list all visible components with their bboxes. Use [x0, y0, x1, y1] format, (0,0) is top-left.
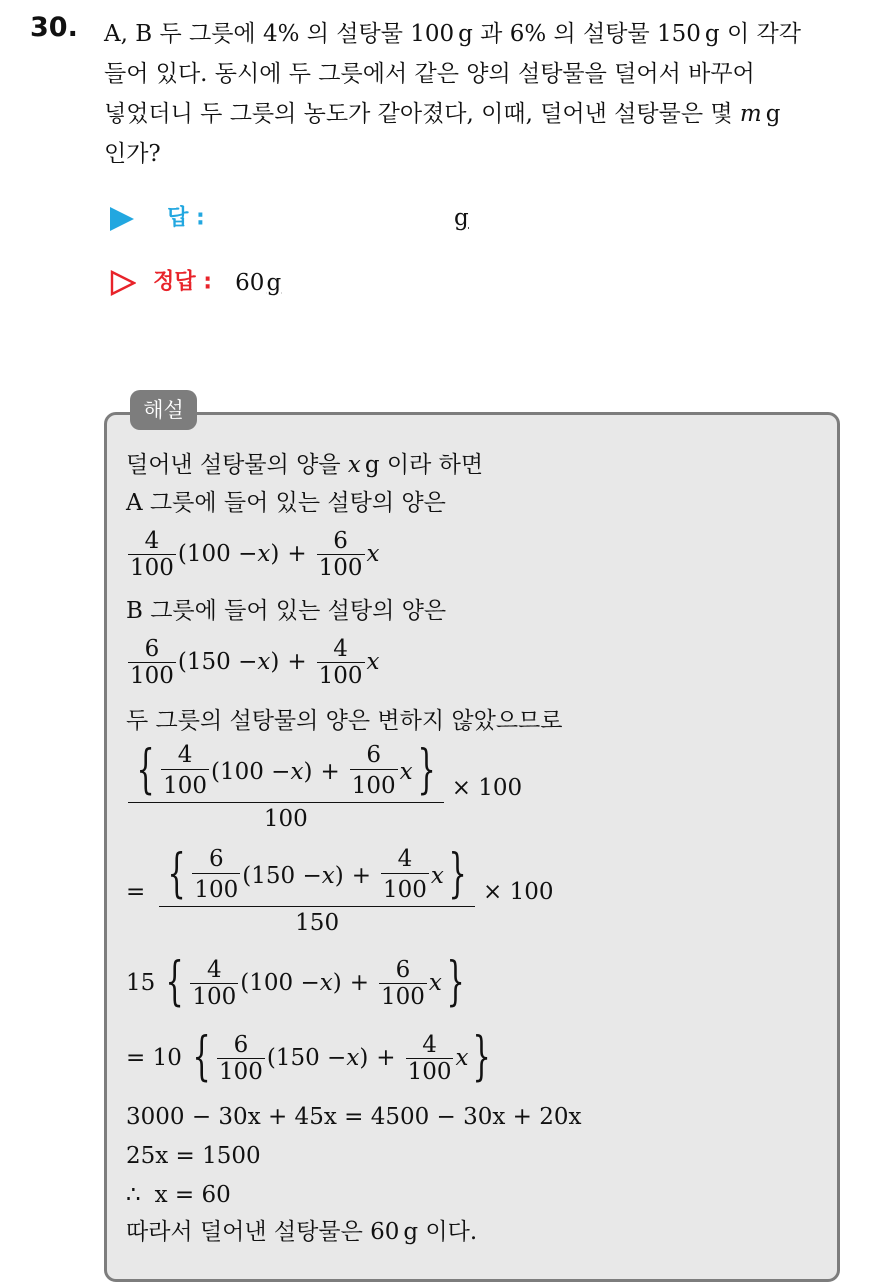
problem-number: 30. — [30, 12, 78, 43]
solution-line-1-a: 덜어낸 설탕물의 양을 — [126, 452, 348, 478]
big-fraction: { $\frac{6}{100}$ (150 − x ) + $\frac{4}{100}$ x } 150 — [159, 848, 475, 937]
big-fraction: { $\frac{4}{100}$ (100 − x ) + $\frac{6}{100}$ x } 100 — [128, 744, 444, 833]
times-100: × 100 — [451, 775, 523, 801]
correct-answer-row — [110, 262, 281, 302]
paren-close: ) — [270, 649, 280, 675]
final-a: 따라서 덜어낸 설탕물은 60 — [126, 1219, 400, 1245]
question-line-3-text: 넣었더니 두 그릇의 농도가 같아졌다, 이때, 덜어낸 설탕물은 몇 — [104, 101, 740, 127]
solution-line-2: A 그릇에 들어 있는 설탕의 양은 — [126, 490, 446, 516]
coefficient-15: 15 — [126, 970, 156, 996]
question-line-1 — [104, 14, 866, 54]
variable-m: m — [739, 101, 762, 127]
expression-a — [126, 528, 380, 581]
solution-final-line — [126, 1217, 477, 1247]
therefore-symbol: ∴ — [126, 1182, 141, 1208]
question-line-2: 들어 있다. 동시에 두 그릇에서 같은 양의 설탕물을 덜어서 바꾸어 — [104, 61, 755, 87]
correct-answer-number: 60 — [235, 269, 265, 296]
solution-tag: 해설 — [130, 390, 197, 430]
question-line-1-c: 이 각각 — [719, 21, 801, 47]
paren-close: ) — [270, 541, 280, 567]
variable-x: x — [366, 541, 380, 567]
paren-open: (150 − — [177, 649, 258, 675]
equation-10: = 10 { $\frac{6}{100}$ (150 − x ) + $\frac{4}{100}$ x } — [126, 1026, 492, 1087]
concentration-b — [126, 844, 554, 937]
answer-label: 답 : — [167, 205, 205, 231]
fraction: $\frac{6}{100}$ — [318, 528, 363, 581]
correct-answer-unit: g — [266, 269, 282, 296]
solution-line-1 — [126, 450, 483, 480]
equals-sign: = — [126, 879, 146, 905]
variable-x: x — [347, 452, 361, 478]
correct-answer-value — [235, 270, 281, 296]
question-line-3 — [104, 94, 866, 134]
question-line-1-a: A, B 두 그릇에 4% 의 설탕물 100 — [104, 21, 455, 47]
concentration-a — [126, 740, 523, 833]
equation-line-3 — [126, 1180, 231, 1210]
final-b: 이다. — [418, 1219, 478, 1245]
unit-g: g — [458, 21, 473, 47]
solution-line-4: B 그릇에 들어 있는 설탕의 양은 — [126, 598, 447, 624]
result-x: x = 60 — [154, 1182, 231, 1208]
expression-b — [126, 636, 380, 689]
correct-answer-label: 정답 : — [153, 269, 213, 295]
paren-open: (100 − — [177, 541, 258, 567]
solution-line-1-b: 이라 하면 — [379, 452, 484, 478]
play-outline-icon — [110, 270, 136, 296]
unit-g: g — [704, 21, 720, 47]
play-icon — [110, 207, 134, 231]
answer-blank-unit[interactable]: g — [454, 205, 469, 231]
fraction: $\frac{4}{100}$ — [318, 636, 363, 689]
equation-15: 15 { $\frac{4}{100}$ (100 − x ) + $\frac{6}{100}$ x } — [126, 951, 465, 1012]
times-100: × 100 — [482, 879, 554, 905]
fraction: $\frac{4}{100}$ — [130, 528, 174, 581]
variable-x: x — [257, 541, 271, 567]
plus-sign: + — [287, 649, 307, 675]
question-text — [104, 14, 866, 174]
solution-line-6: 두 그릇의 설탕물의 양은 변하지 않았으므로 — [126, 708, 563, 734]
question-line-4: 인가? — [104, 141, 161, 167]
plus-sign: + — [287, 541, 307, 567]
equation-line-1: 3000 − 30x + 45x = 4500 − 30x + 20x — [126, 1104, 582, 1130]
variable-x: x — [257, 649, 271, 675]
equation-line-2: 25x = 1500 — [126, 1143, 261, 1169]
coefficient-10: = 10 — [126, 1045, 182, 1071]
variable-x: x — [366, 649, 380, 675]
unit-g: g — [364, 452, 380, 478]
unit-g: g — [765, 101, 781, 127]
question-line-1-b: 과 6% 의 설탕물 150 — [472, 21, 701, 47]
fraction: $\frac{6}{100}$ — [130, 636, 174, 689]
answer-row[interactable] — [110, 198, 469, 238]
unit-g: g — [403, 1219, 419, 1245]
